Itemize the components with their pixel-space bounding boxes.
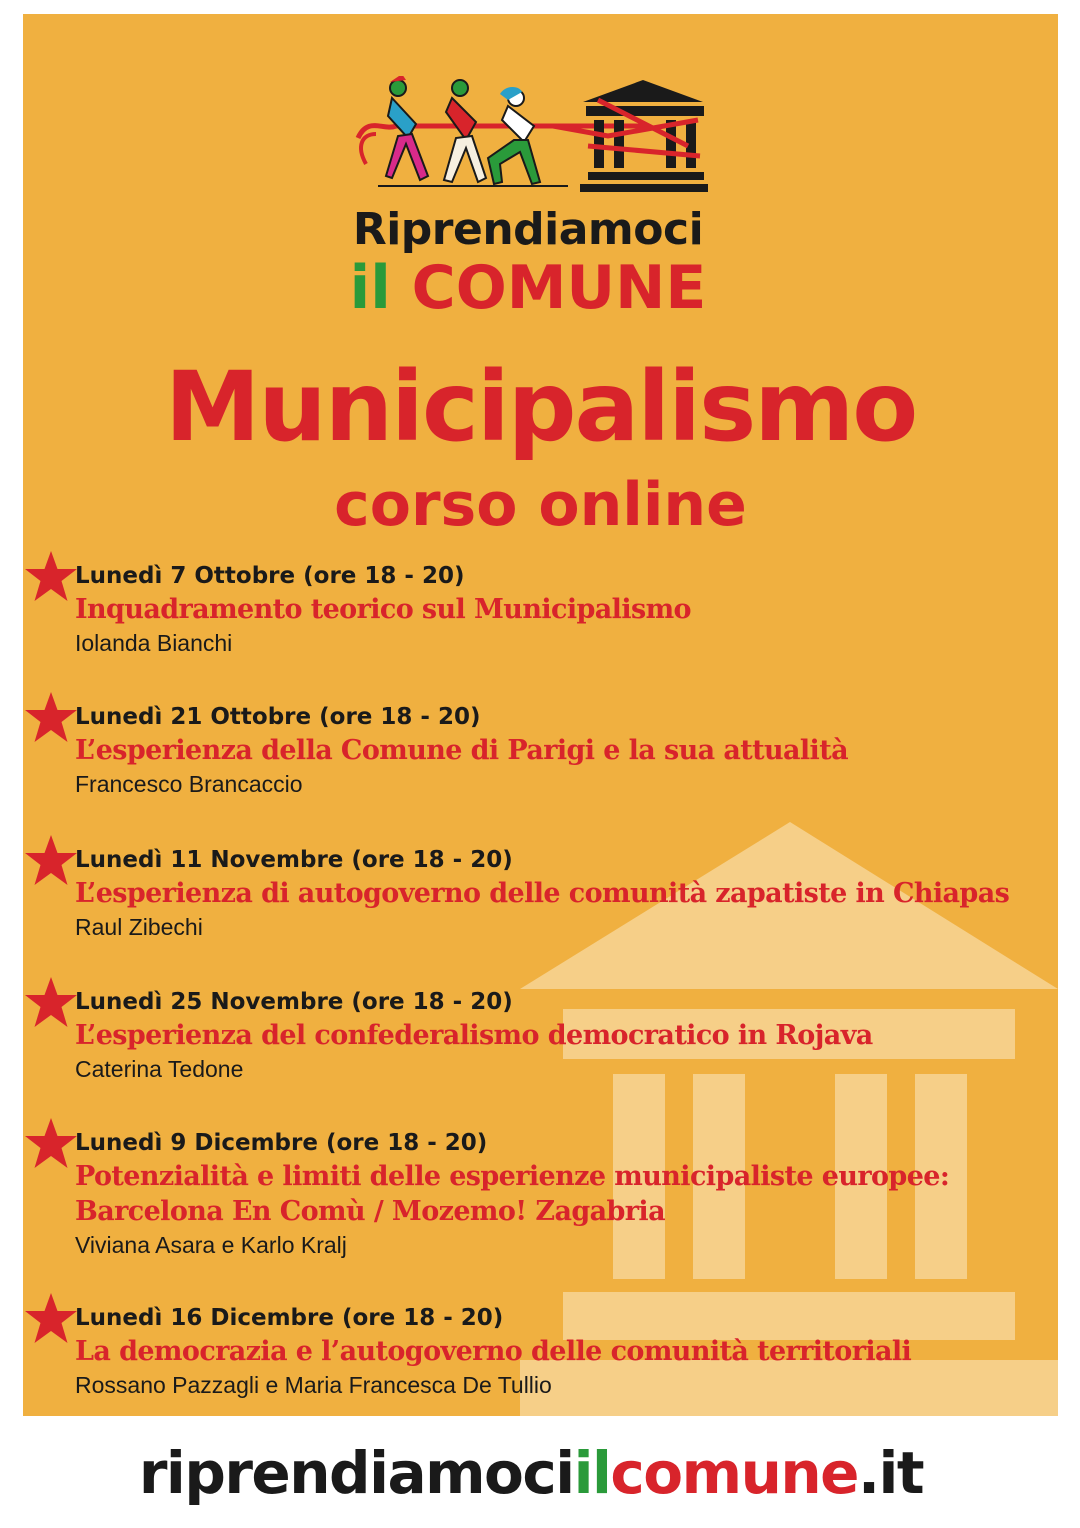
event-topic: Inquadramento teorico sul Municipalismo bbox=[75, 594, 691, 625]
logo bbox=[318, 76, 738, 326]
tug-of-war-icon bbox=[348, 76, 708, 201]
star-icon bbox=[23, 549, 79, 605]
event-speaker: Iolanda Bianchi bbox=[75, 630, 233, 656]
event-topic: Barcelona En Comù / Mozemo! Zagabria bbox=[75, 1196, 665, 1227]
event-topic: Potenzialità e limiti delle esperienze municipaliste europee: bbox=[75, 1161, 950, 1192]
star-icon bbox=[23, 975, 79, 1031]
star-icon bbox=[23, 1116, 79, 1172]
event-speaker: Raul Zibechi bbox=[75, 914, 203, 940]
url-part-2: il bbox=[573, 1439, 611, 1507]
page-title: Municipalismo bbox=[164, 351, 917, 463]
event-speaker: Caterina Tedone bbox=[75, 1056, 244, 1082]
event-speaker: Viviana Asara e Karlo Kralj bbox=[75, 1232, 347, 1258]
event-date: Lunedì 25 Novembre (ore 18 - 20) bbox=[75, 989, 513, 1015]
star-icon bbox=[23, 1291, 79, 1347]
event-date: Lunedì 7 Ottobre (ore 18 - 20) bbox=[75, 563, 465, 589]
star-icon bbox=[23, 833, 79, 889]
event-date: Lunedì 16 Dicembre (ore 18 - 20) bbox=[75, 1305, 504, 1331]
logo-line1: Riprendiamoci bbox=[352, 204, 704, 255]
event-date: Lunedì 11 Novembre (ore 18 - 20) bbox=[75, 847, 513, 873]
event-speaker: Francesco Brancaccio bbox=[75, 771, 303, 797]
logo-comune: COMUNE bbox=[411, 253, 707, 323]
url-part-1: riprendiamoci bbox=[138, 1439, 574, 1507]
event-date: Lunedì 21 Ottobre (ore 18 - 20) bbox=[75, 704, 481, 730]
logo-line2 bbox=[318, 253, 738, 323]
event-topic: L’esperienza del confederalismo democratico in Rojava bbox=[75, 1020, 873, 1051]
url-part-4: .it bbox=[858, 1439, 924, 1507]
url-part-3: comune bbox=[610, 1439, 859, 1507]
event-topic: L’esperienza di autogoverno delle comunità zapatiste in Chiapas bbox=[75, 878, 1010, 909]
event-topic: La democrazia e l’autogoverno delle comunità territoriali bbox=[75, 1336, 912, 1367]
event-date: Lunedì 9 Dicembre (ore 18 - 20) bbox=[75, 1130, 488, 1156]
page-subtitle: corso online bbox=[334, 470, 747, 540]
event-topic: L’esperienza della Comune di Parigi e la sua attualità bbox=[75, 735, 848, 766]
poster bbox=[23, 14, 1058, 1416]
logo-il: il bbox=[349, 253, 391, 323]
event-speaker: Rossano Pazzagli e Maria Francesca De Tullio bbox=[75, 1372, 552, 1398]
star-icon bbox=[23, 690, 79, 746]
website-url[interactable] bbox=[108, 1424, 954, 1522]
